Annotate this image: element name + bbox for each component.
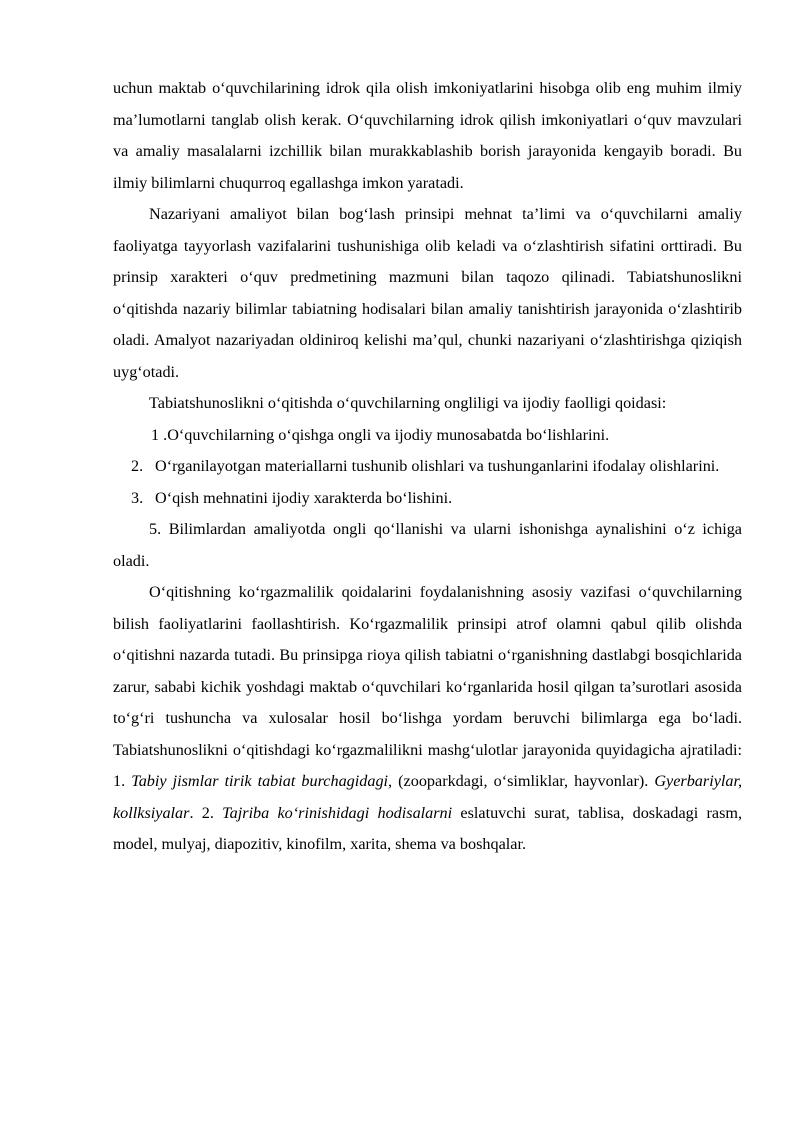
paragraph-5-italic-3: Tajriba ko‘rinishidagi hodisalarni: [222, 803, 453, 822]
paragraph-5-text-b: (zooparkdagi, o‘simliklar, hayvonlar).: [398, 772, 649, 790]
list-item-3: [113, 483, 742, 515]
paragraph-1: uchun maktab o‘quvchilarining idrok qila olish imkoniyatlarini hisobga olib eng muhim ilmiy ma’lumotlarni tanglab olish kerak. O‘quvchilarning idrok qilish imkoniyatlari o‘quv mavzulari va amaliy masalalarni izchillik bilan murakkablashib borish jarayonida kengayib boradi. Bu ilmiy bilimlarni chuqurroq egallashga imkon yaratadi.: [113, 79, 742, 192]
list-item-2-text: O‘rganilayotgan materiallarni tushunib olishlari va tushunganlarini ifodalay olishlarini.: [155, 457, 720, 475]
paragraph-2: Nazariyani amaliyot bilan bog‘lash prinsipi mehnat ta’limi va o‘quvchilarni amaliy faoliyatga tayyorlash vazifalarini tushunishiga olib keladi va o‘zlashtirish sifatini orttiradi. Bu prinsip xarakteri o‘quv predmetining mazmuni bilan taqozo qilinadi. Tabiatshunoslikni o‘qitishda nazariy bilimlar tabiatning hodisalari bilan amaliy tanishtirish jarayonida o‘zlashtirib oladi. Amalyot nazariyadan oldiniroq kelishi ma’qul, chunki nazariyani o‘zlashtirishga qiziqish uyg‘otadi.: [113, 205, 742, 381]
paragraph-4: 5. Bilimlardan amaliyotda ongli qo‘llanishi va ularni ishonishga aynalishini o‘z ichiga oladi.: [113, 520, 742, 570]
list-item-3-text: O‘qish mehnatini ijodiy xarakterda bo‘lishini.: [155, 488, 453, 507]
paragraph-5-text-c: . 2.: [189, 803, 214, 822]
list-item-3-number: 3.: [131, 488, 144, 507]
document-page: [113, 73, 742, 861]
paragraph-3: Tabiatshunoslikni o‘qitishda o‘quvchilarning ongliligi va ijodiy faolligi qoidasi:: [149, 394, 667, 412]
list-item-2: [113, 451, 742, 483]
paragraph-5-italic-1: Tabiy jismlar tirik tabiat burchagidagi,: [131, 772, 393, 790]
paragraph-5-italic-2: Gyerbariylar, kollksiyalar: [113, 772, 743, 822]
paragraph-5-text-d: eslatuvchi surat, tablisa, doskadagi rasm, model, mulyaj, diapozitiv, kinofilm, xarita, shema va boshqalar.: [113, 803, 743, 853]
list-item-2-number: 2.: [131, 457, 144, 475]
paragraph-5: [113, 577, 742, 861]
paragraph-5-text-a: O‘qitishning ko‘rgazmalilik qoidalarini foydalanishning asosiy vazifasi o‘quvchilarning bilish faoliyatlarini faollashtirish. Ko‘rgazmalilik prinsipi atrof olamni qabul qilib olishda o‘qitishni nazarda tutadi. Bu prinsipga rioya qilish tabiatni o‘rganishning dastlabgi bosqichlarida zarur, sababi kichik yoshdagi maktab o‘quvchilari ko‘rganlarida hosil qilgan ta’surotlari asosida to‘g‘ri tushuncha va xulosalar hosil bo‘lishga yordam beruvchi bilimlarga ega bo‘ladi. Tabiatshunoslikni o‘qitishdagi ko‘rgazmalilikni mashg‘ulotlar jarayonida quyidagicha ajratiladi: 1.: [113, 583, 742, 790]
list-item-1: 1 .O‘quvchilarning o‘qishga ongli va ijodiy munosabatda bo‘lishlarini.: [151, 425, 610, 444]
